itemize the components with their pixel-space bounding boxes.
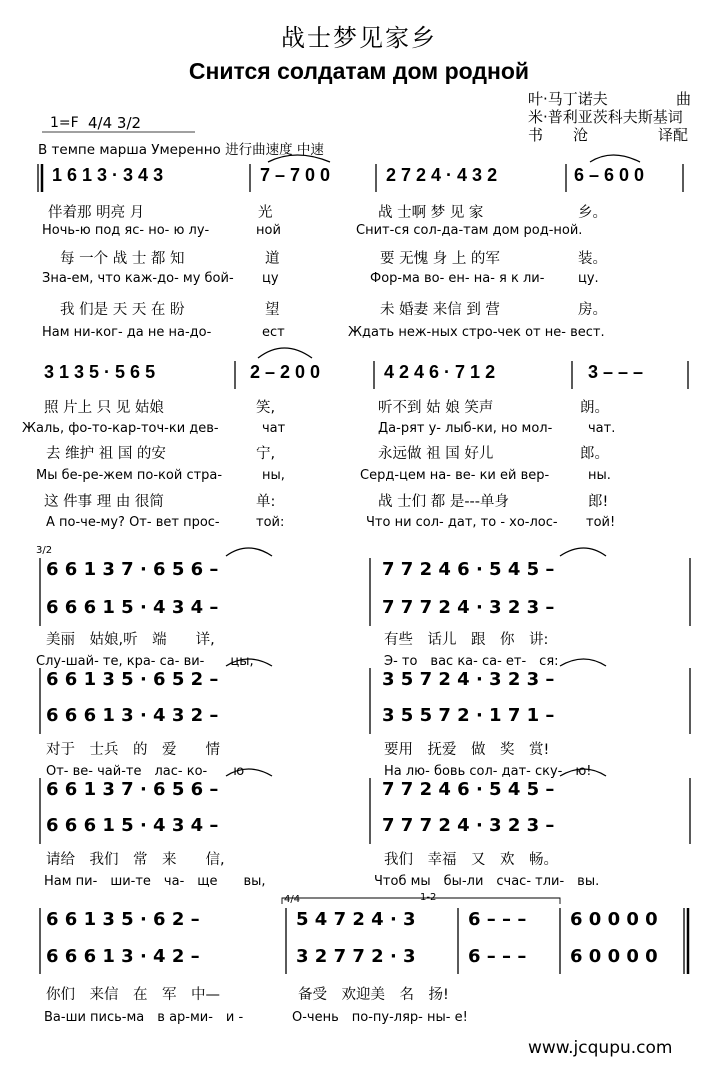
lyric-line: цу	[262, 271, 279, 286]
lyric-line: Слу-шай- те, кра- са- ви- цы,	[36, 654, 254, 669]
upper-voice-measure: 6 0 0 0 0	[570, 909, 658, 930]
lyric-line: 去 维护 祖 国 的安	[46, 446, 166, 462]
lyric-line: ны,	[262, 468, 285, 483]
upper-voice-measure: 5 4 7 2 4 · 3	[296, 909, 416, 930]
lower-voice-measure: 6 6 6 1 5 · 4 3 4 –	[46, 597, 219, 618]
lyric-line: 听不到 姑 娘 笑声	[378, 400, 494, 416]
lyric-line: Чтоб мы бы-ли счас- тли- вы.	[374, 874, 600, 889]
upper-voice-measure: 6 6 1 3 7 · 6 5 6 –	[46, 779, 219, 800]
lyric-line: 对于 士兵 的 爱 情	[46, 742, 220, 758]
lyric-line: 房。	[578, 302, 607, 318]
lyric-line: Что ни сол- дат, то - хо-лос-	[366, 515, 558, 530]
lyric-line: Серд-цем на- ве- ки ей вер-	[360, 468, 550, 483]
lyric-line: ной	[256, 223, 281, 238]
lyric-line: От- ве- чай-те лас- ко- ю	[46, 764, 245, 779]
lyric-line: Э- то вас ка- са- ет- ся:	[384, 654, 559, 669]
upper-voice-measure: 6 – – –	[468, 909, 527, 930]
lyric-line: Ва-ши пись-ма в ар-ми- и -	[44, 1010, 244, 1025]
translator-name: 书 沧	[528, 126, 589, 144]
lyric-line: 望	[265, 302, 280, 318]
lyric-line: 要用 抚爱 做 奖 赏!	[384, 742, 550, 758]
measure-3: 2 7 2 4 · 4 3 2	[386, 165, 498, 185]
lyric-line: Нам пи- ши-те ча- ще вы,	[44, 874, 266, 889]
lyric-line: 道	[265, 251, 280, 267]
lyric-line: 美丽 姑娘,听 端 详,	[46, 632, 215, 648]
lyric-line: 郎!	[588, 494, 609, 510]
lyric-line: 伴着那 明亮 月	[48, 205, 145, 221]
composer-role: 曲	[676, 90, 692, 108]
lower-voice-measure: 6 6 6 1 3 · 4 2 –	[46, 946, 200, 967]
lyric-line: 每 一个 战 士 都 知	[60, 251, 185, 267]
lyric-line: 宁,	[256, 446, 276, 462]
lyric-line: 我 们是 天 天 在 盼	[60, 302, 185, 318]
lyric-line: На лю- бовь сол- дат- ску- ю!	[384, 764, 592, 779]
credit-lyricist: 米·普利亚茨科夫斯基词	[528, 108, 683, 126]
time-signature: 4/4 3/2	[88, 114, 142, 132]
lower-voice-measure: 6 0 0 0 0	[570, 946, 658, 967]
lyric-line: Жаль, фо-то-кар-точ-ки дев-	[22, 421, 219, 436]
lyric-line: Снит-ся сол-да-там дом род-ной.	[356, 223, 583, 238]
lower-voice-measure: 6 6 6 1 5 · 4 3 4 –	[46, 815, 219, 836]
upper-voice-measure: 3 5 7 2 4 · 3 2 3 –	[382, 669, 555, 690]
measure-6: 2 – 2 0 0	[250, 362, 321, 382]
measure-7: 4 2 4 6 · 7 1 2	[384, 362, 496, 382]
lyric-line: Зна-ем, что каж-до- му бой-	[42, 271, 234, 286]
upper-voice-measure: 7 7 2 4 6 · 5 4 5 –	[382, 559, 555, 580]
lyric-line: Фор-ма во- ен- на- я к ли-	[370, 271, 545, 286]
lyric-line: 要 无愧 身 上 的军	[380, 251, 500, 267]
upper-voice-measure: 6 6 1 3 5 · 6 2 –	[46, 909, 200, 930]
lyric-line: 笑,	[256, 400, 276, 416]
lyric-line: 备受 欢迎美 名 扬!	[298, 987, 449, 1003]
lyric-line: 未 婚妻 来信 到 营	[380, 302, 500, 318]
lyric-line: 乡。	[578, 205, 607, 221]
lower-voice-measure: 7 7 7 2 4 · 3 2 3 –	[382, 597, 555, 618]
upper-voice-measure: 6 6 1 3 5 · 6 5 2 –	[46, 669, 219, 690]
lyric-line: 你们 来信 在 军 中—	[46, 987, 220, 1003]
lyric-line: 请给 我们 常 来 信,	[46, 852, 225, 868]
upper-voice-measure: 7 7 2 4 6 · 5 4 5 –	[382, 779, 555, 800]
volta-label: 1-2	[420, 892, 437, 903]
lower-voice-measure: 3 2 7 7 2 · 3	[296, 946, 416, 967]
lower-voice-measure: 3 5 5 7 2 · 1 7 1 –	[382, 705, 555, 726]
lyric-line: 装。	[578, 251, 607, 267]
lyric-line: 郎。	[580, 446, 609, 462]
lyric-line: Ночь-ю под яс- но- ю лу-	[42, 223, 210, 238]
lower-voice-measure: 7 7 7 2 4 · 3 2 3 –	[382, 815, 555, 836]
lyric-line: 有些 话儿 跟 你 讲:	[384, 632, 549, 648]
lyric-line: 照 片上 只 见 姑娘	[44, 400, 164, 416]
measure-5: 3 1 3 5 · 5 6 5	[44, 362, 156, 382]
lyric-line: 战 士啊 梦 见 家	[378, 205, 484, 221]
lyric-line: чат.	[588, 421, 616, 436]
lyric-line: А по-че-му? От- вет прос-	[46, 515, 220, 530]
tempo-marking: В темпе марша Умеренно 进行曲速度 中速	[38, 142, 324, 158]
lyric-line: чат	[262, 421, 286, 436]
measure-4: 6 – 6 0 0	[574, 165, 645, 185]
lyric-line: Да-рят у- лыб-ки, но мол-	[378, 421, 553, 436]
lyric-line: 这 件事 理 由 很简	[44, 494, 164, 510]
lyric-line: 战 士们 都 是---单身	[378, 494, 510, 510]
meter-change-4-4: 4/4	[284, 894, 301, 905]
lyric-line: Мы бе-ре-жем по-кой стра-	[36, 468, 223, 483]
measure-8: 3 – – –	[588, 362, 644, 382]
meter-change-3-2: 3/2	[36, 545, 53, 556]
lower-voice-measure: 6 6 6 1 3 · 4 3 2 –	[46, 705, 219, 726]
composer-name: 叶·马丁诺夫	[528, 90, 608, 108]
lyric-line: 单:	[256, 494, 276, 510]
lower-voice-measure: 6 – – –	[468, 946, 527, 967]
lyric-line: цу.	[578, 271, 599, 286]
key-signature: 1=F	[50, 115, 79, 131]
lyric-line: 永远做 祖 国 好儿	[378, 446, 494, 462]
translator-role: 译配	[658, 126, 689, 144]
lyric-line: Ждать неж-ных стро-чек от не- вест.	[348, 325, 605, 340]
title-chinese: 战士梦见家乡	[281, 24, 437, 52]
title-russian: Снится солдатам дом родной	[188, 58, 530, 84]
watermark: www.jcqupu.com	[528, 1038, 673, 1058]
lyric-line: ест	[262, 325, 285, 340]
measure-1: 1 6 1 3 · 3 4 3	[52, 165, 164, 185]
measure-2: 7 – 7 0 0	[260, 165, 331, 185]
lyric-line: 朗。	[580, 400, 609, 416]
lyric-line: Нам ни-ког- да не на-до-	[42, 325, 212, 340]
lyric-line: той!	[586, 515, 616, 530]
lyric-line: О-чень по-пу-ляр- ны- е!	[292, 1010, 468, 1025]
upper-voice-measure: 6 6 1 3 7 · 6 5 6 –	[46, 559, 219, 580]
lyric-line: 光	[258, 205, 273, 221]
lyric-line: той:	[256, 515, 285, 530]
lyric-line: ны.	[588, 468, 611, 483]
lyric-line: 我们 幸福 又 欢 畅。	[384, 852, 558, 868]
